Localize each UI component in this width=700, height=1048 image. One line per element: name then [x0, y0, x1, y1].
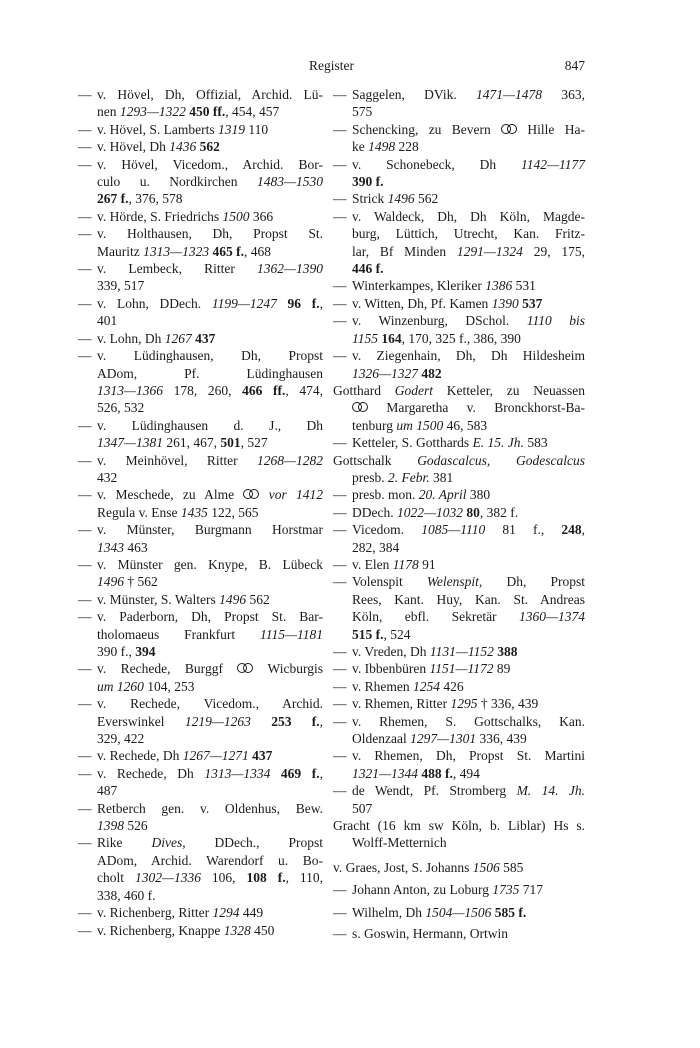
entry-line: — v. Richenberg, Knappe 1328 450 — [78, 922, 275, 938]
index-entry — [333, 643, 585, 660]
entry-line: — Rike Dives, DDech., Propst — [78, 835, 324, 851]
entry-line: Gracht (16 km sw Köln, b. Liblar) Hs s. — [333, 818, 585, 834]
index-entry — [78, 747, 323, 764]
entry-line: 267 f., 376, 578 — [97, 191, 183, 207]
entry-line: — v. Lohn, Dh 1267 437 — [78, 330, 216, 346]
entry-line: — Winterkampes, Kleriker 1386 531 — [333, 278, 536, 294]
entry-line: presb. 2. Febr. 381 — [352, 469, 454, 485]
entry-line: — v. Rechede, Dh 1267—1271 437 — [78, 748, 273, 764]
index-entry — [333, 121, 585, 156]
entry-line: — v. Lüdinghausen, Dh, Propst — [78, 348, 323, 364]
entry-line: — v. Hörde, S. Friedrichs 1500 366 — [78, 208, 274, 224]
marriage-icon — [237, 663, 253, 674]
dash-marker: — — [333, 713, 347, 729]
index-entry — [333, 295, 585, 312]
page-header — [78, 58, 585, 76]
entry-line: — v. Rhemen 1254 426 — [333, 678, 464, 694]
dash-marker: — — [333, 487, 347, 503]
entry-line: — v. Waldeck, Dh, Dh Köln, Magde- — [333, 208, 585, 224]
dash-marker: — — [333, 295, 347, 311]
dash-marker: — — [333, 87, 347, 102]
entry-line: nen 1293—1322 450 ff., 454, 457 — [97, 104, 280, 120]
dash-marker: — — [78, 330, 92, 346]
entry-line: Wolff-Metternich — [352, 835, 447, 851]
entry-line: 575 — [352, 104, 373, 120]
index-entry — [333, 817, 585, 852]
dash-marker: — — [78, 226, 92, 242]
entry-line: — Ketteler, S. Gotthards E. 15. Jh. 583 — [333, 435, 548, 451]
index-entry — [333, 859, 585, 876]
index-column-2 — [333, 86, 585, 943]
entry-line: 390 f. — [352, 174, 384, 190]
entry-line: — Strick 1496 562 — [333, 191, 439, 207]
entry-line: Gotthard Godert Ketteler, zu Neuassen — [333, 382, 585, 398]
dash-marker: — — [333, 121, 347, 137]
index-entry — [78, 765, 323, 800]
dash-marker: — — [78, 261, 92, 277]
entry-line: 1155 164, 170, 325 f., 386, 390 — [352, 330, 521, 346]
index-entry — [333, 556, 585, 573]
index-entry — [78, 138, 323, 155]
dash-marker: — — [78, 87, 92, 102]
entry-line: — presb. mon. 20. April 380 — [333, 487, 491, 503]
index-entry — [78, 260, 323, 295]
index-entry — [78, 121, 323, 138]
index-entry — [333, 925, 585, 942]
entry-line: — v. Rhemen, Ritter 1295 † 336, 439 — [333, 696, 539, 712]
entry-line: — v. Hövel, S. Lamberts 1319 110 — [78, 121, 269, 137]
entry-line: Köln, ebfl. Sekretär 1360—1374 — [352, 609, 585, 625]
index-entry — [333, 521, 585, 556]
index-entry — [333, 660, 585, 677]
dash-marker: — — [78, 348, 92, 364]
entry-line: 390 f., 394 — [97, 644, 156, 659]
dash-marker: — — [78, 208, 92, 224]
entry-line: 1496 † 562 — [97, 574, 158, 590]
index-entry — [78, 295, 323, 330]
entry-line: 432 — [97, 469, 118, 485]
index-entry — [78, 834, 323, 904]
index-entry — [78, 695, 323, 747]
dash-marker: — — [78, 835, 92, 851]
entry-line: 338, 460 f. — [97, 887, 156, 903]
index-entry — [333, 678, 585, 695]
entry-line: tenburg um 1500 46, 583 — [352, 417, 488, 433]
dash-marker: — — [333, 783, 347, 799]
entry-line: — v. Hövel, Vicedom., Archid. Bor- — [78, 156, 323, 172]
dash-marker: — — [333, 348, 347, 364]
entry-line: 1313—1366 178, 260, 466 ff., 474, — [97, 382, 324, 398]
dash-marker: — — [333, 435, 347, 451]
entry-line: — v. Münster, Burgmann Horstmar — [78, 522, 323, 538]
marriage-icon — [501, 124, 517, 135]
dash-marker: — — [333, 556, 347, 572]
index-entry — [333, 382, 585, 434]
dash-marker: — — [78, 556, 92, 572]
dash-marker: — — [78, 522, 92, 538]
dash-marker: — — [78, 295, 92, 311]
index-entry — [333, 782, 585, 817]
entry-line: — v. Elen 1178 91 — [333, 556, 436, 572]
entry-line: — Saggelen, DVik. 1471—1478 363, — [333, 87, 585, 102]
index-entry — [333, 347, 585, 382]
entry-line: 487 — [97, 783, 118, 799]
dash-marker: — — [333, 208, 347, 224]
dash-marker: — — [333, 748, 347, 764]
entry-line: — Johann Anton, zu Loburg 1735 717 — [333, 882, 543, 898]
entry-line: — v. Rechede, Dh 1313—1334 469 f., — [78, 765, 323, 781]
index-entry — [78, 608, 323, 660]
index-entry — [333, 486, 585, 503]
index-columns — [78, 86, 585, 943]
entry-line: 1398 526 — [97, 818, 148, 834]
entry-line: Gottschalk Godascalcus, Godescalcus — [333, 452, 585, 468]
dash-marker: — — [78, 487, 92, 503]
index-entry — [78, 922, 323, 939]
entry-line: Margaretha v. Bronckhorst-Ba- — [333, 399, 585, 416]
dash-marker: — — [333, 644, 347, 659]
index-entry — [333, 904, 585, 921]
entry-line: 446 f. — [352, 261, 384, 277]
dash-marker: — — [333, 926, 347, 942]
index-entry — [78, 156, 323, 208]
dash-marker: — — [333, 504, 347, 520]
entry-line: — v. Rhemen, S. Gottschalks, Kan. — [333, 713, 585, 729]
index-entry — [78, 86, 323, 121]
index-entry — [333, 695, 585, 712]
entry-line: — v. Paderborn, Dh, Propst St. Bar- — [78, 609, 323, 625]
entry-line: — v. Hövel, Dh 1436 562 — [78, 139, 220, 155]
dash-marker: — — [333, 678, 347, 694]
entry-line: — v. Ibbenbüren 1151—1172 89 — [333, 661, 511, 677]
dash-marker: — — [78, 156, 92, 172]
dash-marker: — — [78, 417, 92, 433]
dash-marker: — — [78, 905, 92, 921]
entry-line: — v. Witten, Dh, Pf. Kamen 1390 537 — [333, 295, 543, 311]
entry-line: — v. Münster, S. Walters 1496 562 — [78, 591, 270, 607]
entry-line: 1326—1327 482 — [352, 365, 442, 381]
index-entry — [333, 573, 585, 643]
index-entry — [78, 904, 323, 921]
index-entry — [78, 660, 323, 695]
index-entry — [333, 190, 585, 207]
entry-line: lar, Bf Minden 1291—1324 29, 175, — [352, 243, 585, 259]
index-entry — [333, 277, 585, 294]
page-number: 847 — [564, 58, 585, 73]
index-entry — [333, 504, 585, 521]
entry-line: tholomaeus Frankfurt 1115—1181 — [97, 626, 323, 642]
entry-line: — v. Schonebeck, Dh 1142—1177 — [333, 156, 585, 172]
entry-line: 329, 422 — [97, 731, 145, 747]
entry-line: — Wilhelm, Dh 1504—1506 585 f. — [333, 904, 527, 920]
dash-marker: — — [78, 765, 92, 781]
entry-line: culo u. Nordkirchen 1483—1530 — [97, 174, 323, 190]
index-entry — [333, 86, 585, 121]
entry-line: — v. Ziegenhain, Dh, Dh Hildesheim — [333, 348, 585, 364]
entry-line: — v. Meinhövel, Ritter 1268—1282 — [78, 452, 323, 468]
dash-marker: — — [78, 139, 92, 155]
dash-marker: — — [333, 661, 347, 677]
entry-line: — v. Vreden, Dh 1131—1152 388 — [333, 644, 518, 659]
entry-line: — v. Rhemen, Dh, Propst St. Martini — [333, 748, 585, 764]
index-entry — [78, 452, 323, 487]
index-entry — [78, 347, 323, 417]
dash-marker: — — [333, 904, 347, 920]
entry-line: — v. Lüdinghausen d. J., Dh — [78, 417, 323, 433]
entry-line: Mauritz 1313—1323 465 f., 468 — [97, 243, 272, 259]
index-entry — [333, 452, 585, 487]
entry-line: 339, 517 — [97, 278, 145, 294]
entry-line: — s. Goswin, Hermann, Ortwin — [333, 926, 508, 942]
index-entry — [333, 208, 585, 278]
dash-marker: — — [333, 313, 347, 329]
entry-line: — v. Richenberg, Ritter 1294 449 — [78, 905, 264, 921]
dash-marker: — — [78, 661, 92, 677]
entry-line: ke 1498 228 — [352, 139, 419, 155]
dash-marker: — — [78, 452, 92, 468]
dash-marker: — — [333, 278, 347, 294]
index-entry — [333, 434, 585, 451]
entry-line: — v. Rechede, Vicedom., Archid. — [78, 696, 323, 712]
entry-line: — v. Lembeck, Ritter 1362—1390 — [78, 261, 323, 277]
index-entry — [78, 800, 323, 835]
marriage-icon — [243, 489, 259, 500]
entry-line: Rees, Kant. Huy, Kan. St. Andreas — [352, 591, 585, 607]
entry-line: v. Graes, Jost, S. Johanns 1506 585 — [333, 859, 524, 875]
entry-line: 282, 384 — [352, 539, 400, 555]
index-entry — [333, 312, 585, 347]
dash-marker: — — [78, 609, 92, 625]
entry-line: — v. Hövel, Dh, Offizial, Archid. Lü- — [78, 87, 323, 102]
entry-line: — Schencking, zu Bevern Hille Ha- — [333, 121, 585, 137]
index-entry — [78, 486, 323, 521]
entry-line: — Vicedom. 1085—1110 81 f., 248, — [333, 522, 585, 538]
entry-line: — Volenspit Welenspit, Dh, Propst — [333, 574, 585, 590]
entry-line: ADom, Pf. Lüdinghausen — [97, 365, 323, 381]
entry-line: 1321—1344 488 f., 494 — [352, 765, 480, 781]
dash-marker: — — [78, 696, 92, 712]
entry-line: 507 — [352, 800, 373, 816]
entry-line: 526, 532 — [97, 400, 145, 416]
index-entry — [333, 713, 585, 748]
dash-marker: — — [78, 591, 92, 607]
entry-line: Oldenzaal 1297—1301 336, 439 — [352, 731, 527, 747]
dash-marker: — — [333, 522, 347, 538]
entry-line: — v. Rechede, Burggf Wicburgis — [78, 661, 323, 677]
entry-line: 1343 463 — [97, 539, 148, 555]
dash-marker: — — [78, 800, 92, 816]
entry-line: um 1260 104, 253 — [97, 678, 195, 694]
entry-line: — v. Münster gen. Knype, B. Lübeck — [78, 556, 323, 572]
dash-marker: — — [78, 748, 92, 764]
dash-marker: — — [333, 191, 347, 207]
entry-line: 401 — [97, 313, 118, 329]
marriage-icon — [352, 402, 368, 413]
dash-marker: — — [333, 696, 347, 712]
entry-line: — v. Winzenburg, DSchol. 1110 bis — [333, 313, 585, 329]
entry-line: ADom, Archid. Warendorf u. Bo- — [97, 852, 323, 868]
running-title: Register — [309, 58, 354, 73]
entry-line: 1347—1381 261, 467, 501, 527 — [97, 435, 268, 451]
dash-marker: — — [333, 156, 347, 172]
index-entry — [333, 747, 585, 782]
index-entry — [333, 881, 585, 898]
index-entry — [78, 556, 323, 591]
index-entry — [78, 225, 323, 260]
entry-line: — v. Meschede, zu Alme vor 1412 — [78, 487, 324, 503]
entry-line: — v. Holthausen, Dh, Propst St. — [78, 226, 323, 242]
index-column-1 — [78, 86, 323, 943]
index-entry — [78, 417, 323, 452]
entry-line: — de Wendt, Pf. Stromberg M. 14. Jh. — [333, 783, 585, 799]
index-entry — [78, 208, 323, 225]
dash-marker: — — [333, 882, 347, 898]
entry-line: burg, Lüttich, Utrecht, Kan. Fritz- — [352, 226, 585, 242]
entry-line: — v. Lohn, DDech. 1199—1247 96 f., — [78, 295, 323, 311]
dash-marker: — — [333, 574, 347, 590]
entry-line: Regula v. Ense 1435 122, 565 — [97, 504, 259, 520]
entry-line: cholt 1302—1336 106, 108 f., 110, — [97, 870, 324, 886]
entry-line: 515 f., 524 — [352, 626, 411, 642]
entry-line: — DDech. 1022—1032 80, 382 f. — [333, 504, 519, 520]
entry-line: — Retberch gen. v. Oldenhus, Bew. — [78, 800, 323, 816]
entry-line: Everswinkel 1219—1263 253 f., — [97, 713, 324, 729]
dash-marker: — — [78, 121, 92, 137]
index-entry — [78, 330, 323, 347]
index-entry — [78, 521, 323, 556]
index-entry — [333, 156, 585, 191]
dash-marker: — — [78, 922, 92, 938]
index-entry — [78, 591, 323, 608]
